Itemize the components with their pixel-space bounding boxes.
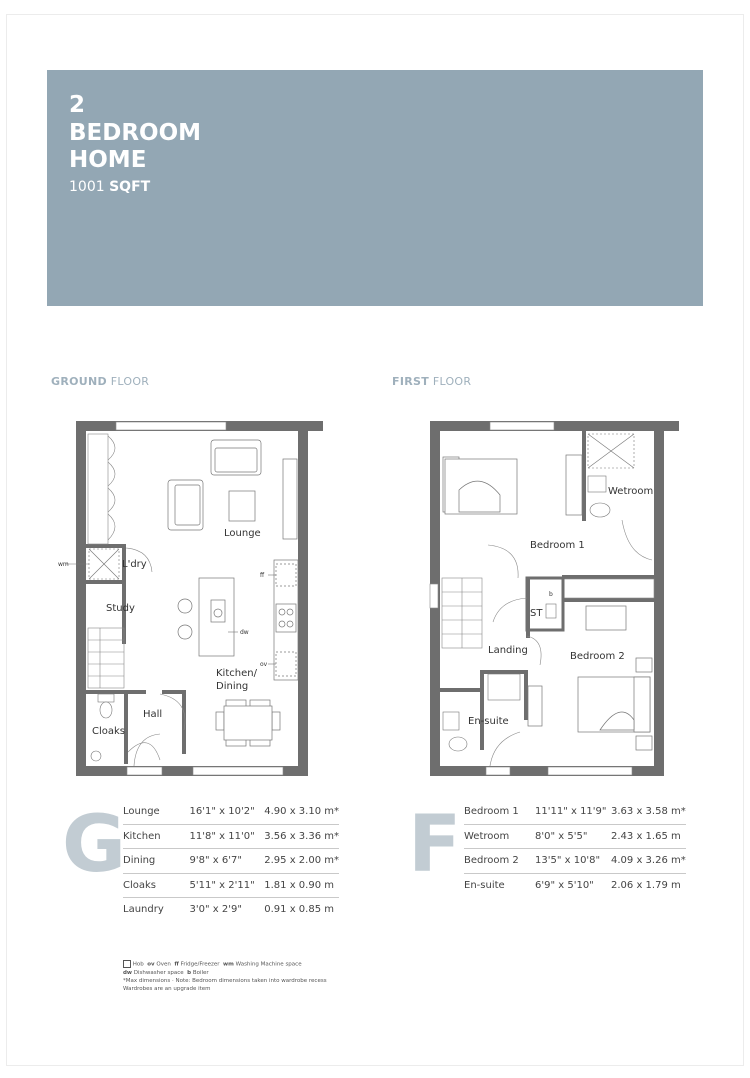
dimension-row xyxy=(123,873,339,898)
metric-size: 2.43 x 1.65 m xyxy=(611,824,686,849)
first-floor-plan xyxy=(425,405,685,785)
washing-machine-space xyxy=(66,549,119,579)
room-label-bedroom2: Bedroom 2 xyxy=(570,651,625,662)
imperial-size: 6'9" x 5'10" xyxy=(535,879,594,891)
hall-door-swing xyxy=(160,694,185,730)
legend-ff-key: ff xyxy=(174,961,179,968)
ground-floor-plan xyxy=(55,405,335,785)
room-name: Dining xyxy=(123,849,190,874)
wardrobe-b1 xyxy=(564,579,654,598)
ensuite-door-swing xyxy=(490,732,520,766)
ground-floor-title-light: FLOOR xyxy=(110,375,150,388)
ground-front-window xyxy=(193,767,283,775)
room-name: Wetroom xyxy=(464,824,535,849)
ground-rear-window xyxy=(116,422,226,430)
first-stairs xyxy=(442,578,482,648)
imperial-size: 5'11" x 2'11" xyxy=(190,873,265,898)
room-label-laundry: L'dry xyxy=(122,559,147,570)
first-rear-window xyxy=(490,422,554,430)
marker-wm: wm xyxy=(58,561,69,568)
legend-b-text: Boiler xyxy=(192,969,209,976)
ground-floor-title xyxy=(51,375,149,388)
floor-area xyxy=(69,179,150,195)
legend-ov-text: Oven xyxy=(156,961,171,968)
legend-b-key: b xyxy=(187,969,192,976)
wetroom-fittings xyxy=(588,434,634,517)
room-label-hall: Hall xyxy=(143,709,163,720)
bed-2 xyxy=(528,606,652,750)
room-name: Kitchen xyxy=(123,824,190,849)
header-banner xyxy=(47,70,703,306)
imperial-size: 11'11" x 11'9" xyxy=(535,800,611,824)
front-door-opening xyxy=(127,767,162,775)
floor-area-unit: SQFT xyxy=(109,179,151,195)
ground-stairs xyxy=(88,628,124,688)
title-line-bedroom: BEDROOM xyxy=(69,120,202,146)
legend-line-2 xyxy=(123,969,383,977)
dimension-row xyxy=(123,849,339,874)
bedroom-count: 2 xyxy=(69,92,86,118)
room-label-bedroom1: Bedroom 1 xyxy=(530,540,585,551)
legend xyxy=(123,960,383,993)
bedroom1-door-swing xyxy=(488,545,518,578)
room-name: En-suite xyxy=(464,879,505,891)
dimension-row xyxy=(123,898,339,922)
floor-area-value: 1001 xyxy=(69,179,105,195)
metric-size: 2.95 x 2.00 m* xyxy=(264,849,339,874)
marker-ff: ff xyxy=(260,572,265,579)
room-label-landing: Landing xyxy=(488,645,528,656)
metric-size: 4.09 x 3.26 m* xyxy=(611,849,686,874)
room-label-dining: Dining xyxy=(216,681,249,692)
first-floor-title-light: FLOOR xyxy=(432,375,472,388)
legend-wm-text: Washing Machine space xyxy=(235,961,302,968)
dining-table xyxy=(216,700,280,746)
dimension-row xyxy=(464,873,686,897)
dimension-row xyxy=(464,800,686,824)
room-label-cloaks: Cloaks xyxy=(92,726,126,737)
legend-hob: Hob xyxy=(132,961,144,968)
room-name: Bedroom 1 xyxy=(464,800,535,824)
storage-cupboard xyxy=(527,578,563,630)
room-label-wetroom: Wetroom xyxy=(608,486,654,497)
room-label-ensuite: En-suite xyxy=(468,716,509,727)
imperial-size: 3'0" x 2'9" xyxy=(189,904,242,916)
legend-ff-text: Fridge/Freezer xyxy=(180,961,220,968)
metric-size: 3.56 x 3.36 m* xyxy=(264,824,339,849)
room-label-st: ST xyxy=(530,608,543,619)
imperial-size: 13'5" x 10'8" xyxy=(535,849,611,874)
room-name: Laundry xyxy=(123,904,164,916)
first-floor-dimensions xyxy=(464,800,686,897)
first-front-window xyxy=(548,767,632,775)
room-label-study: Study xyxy=(106,603,135,614)
st-door-swing xyxy=(493,598,527,622)
dimension-row xyxy=(123,824,339,849)
imperial-size: 8'0" x 5'5" xyxy=(535,824,611,849)
legend-dw-text: Dishwasher space xyxy=(133,969,184,976)
metric-size: 2.06 x 1.79 m xyxy=(611,879,681,891)
room-name: Cloaks xyxy=(123,873,190,898)
ensuite-window xyxy=(486,767,510,775)
ground-floor-dimensions xyxy=(123,800,339,922)
wetroom-door-swing xyxy=(622,520,652,560)
title-line-home: HOME xyxy=(69,147,147,173)
side-window xyxy=(430,584,438,608)
boiler xyxy=(546,604,556,618)
imperial-size: 11'8" x 11'0" xyxy=(190,824,265,849)
metric-size: 0.91 x 0.85 m xyxy=(264,904,334,916)
room-label-kitchen: Kitchen/ xyxy=(216,668,257,679)
dimension-row xyxy=(464,849,686,874)
dimension-row xyxy=(464,824,686,849)
dimension-row xyxy=(123,800,339,824)
first-floor-letter: F xyxy=(408,800,462,890)
legend-note-2: Wardrobes are an upgrade item xyxy=(123,985,211,992)
imperial-size: 9'8" x 6'7" xyxy=(190,849,265,874)
first-floor-title xyxy=(392,375,471,388)
front-door-swing xyxy=(134,734,160,766)
metric-size: 1.81 x 0.90 m xyxy=(264,873,339,898)
bifold-doors xyxy=(88,434,115,544)
kitchen-units xyxy=(178,560,298,680)
legend-ov-key: ov xyxy=(147,961,155,968)
imperial-size: 16'1" x 10'2" xyxy=(190,800,265,824)
marker-boiler: b xyxy=(549,591,553,598)
legend-note-1: *Max dimensions · Note: Bedroom dimensions taken into wardrobe recess xyxy=(123,977,327,984)
cloaks-door-swing xyxy=(128,743,160,760)
hob-icon xyxy=(123,960,131,968)
bedroom2-door-swing xyxy=(527,636,541,665)
first-floor-title-bold: FIRST xyxy=(392,375,430,388)
marker-ov: ov xyxy=(260,661,268,668)
metric-size: 4.90 x 3.10 m* xyxy=(264,800,339,824)
marker-dw: dw xyxy=(240,629,249,636)
ground-floor-letter: G xyxy=(62,800,127,890)
appliance-markers xyxy=(228,575,276,664)
ground-floor-title-bold: GROUND xyxy=(51,375,107,388)
lounge-furniture xyxy=(168,440,297,539)
room-label-lounge: Lounge xyxy=(224,528,261,539)
legend-dw-key: dw xyxy=(123,969,133,976)
metric-size: 3.63 x 3.58 m* xyxy=(611,800,686,824)
legend-line-1 xyxy=(123,960,383,969)
room-name: Bedroom 2 xyxy=(464,849,535,874)
room-name: Lounge xyxy=(123,800,190,824)
bed-1 xyxy=(443,455,582,515)
legend-wm-key: wm xyxy=(223,961,234,968)
